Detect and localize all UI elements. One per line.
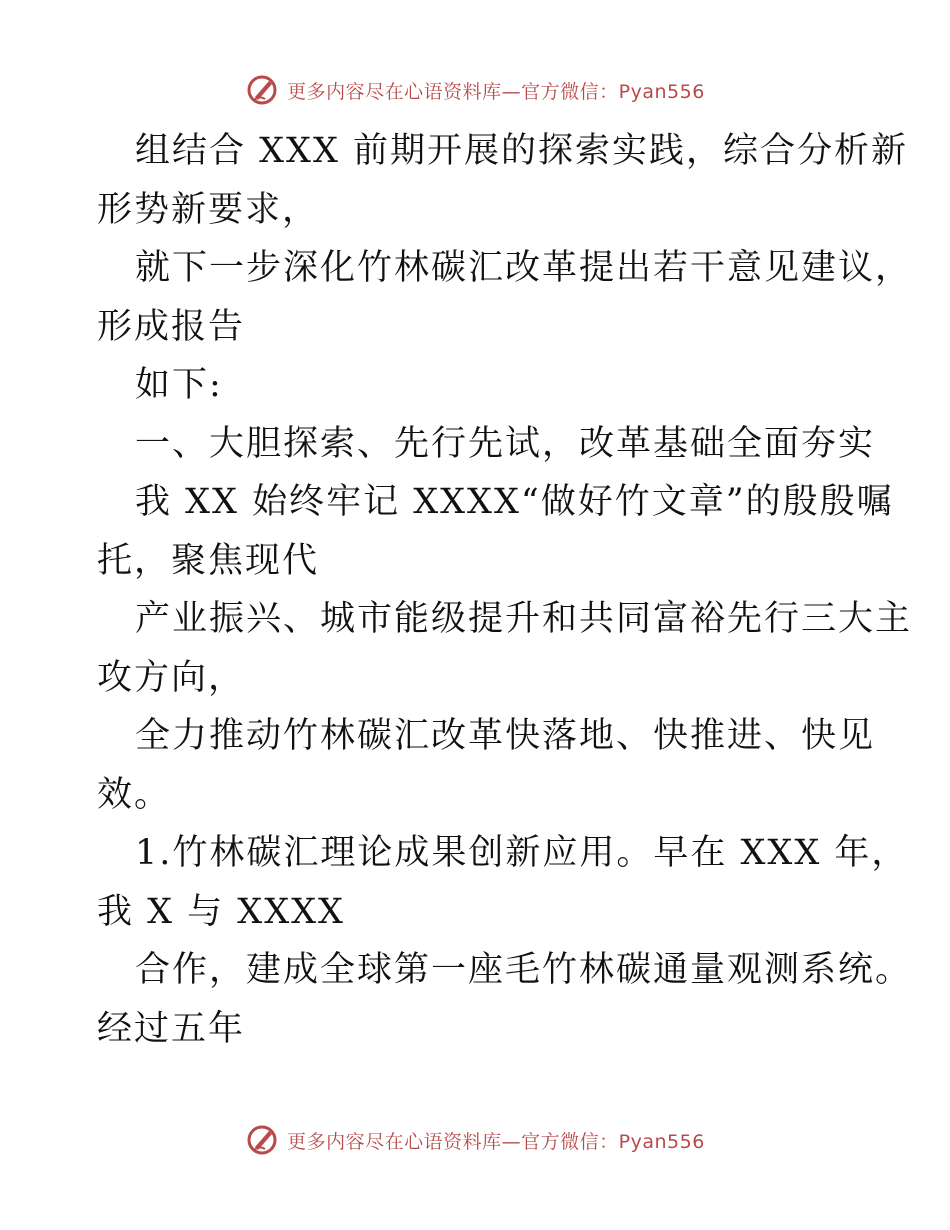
text-line: 托，聚焦现代	[97, 540, 320, 581]
text-line: 如下:	[135, 365, 223, 405]
text-line: 形势新要求，	[97, 189, 320, 230]
text-line: 合作，建成全球第一座毛竹林碳通量观测系统。	[135, 950, 913, 990]
text-line: 经过五年	[97, 1008, 246, 1049]
footer-banner-text: 更多内容尽在心语资料库—官方微信：Pyan556	[287, 1130, 705, 1153]
text-line: 1.竹林碳汇理论成果创新应用。早在 XXX 年，	[135, 833, 909, 873]
header-banner	[0, 70, 950, 110]
pen-swirl-logo-icon	[245, 1123, 279, 1157]
text-line: 组结合 XXX 前期开展的探索实践，综合分析新	[135, 131, 909, 171]
text-line: 效。	[97, 774, 172, 815]
text-line: 全力推动竹林碳汇改革快落地、快推进、快见	[135, 716, 876, 756]
text-line: 就下一步深化竹林碳汇改革提出若干意见建议，	[135, 248, 913, 288]
section-heading: 一、大胆探索、先行先试，改革基础全面夯实	[135, 423, 876, 464]
text-line: 我 XX 始终牢记 XXXX“做好竹文章”的殷殷嘱	[135, 482, 894, 522]
text-line: 产业振兴、城市能级提升和共同富裕先行三大主	[135, 599, 913, 639]
text-line: 形成报告	[97, 306, 246, 347]
text-line: 我 X 与 XXXX	[97, 891, 345, 932]
footer-banner	[0, 1120, 950, 1160]
header-banner-text: 更多内容尽在心语资料库—官方微信：Pyan556	[287, 80, 705, 103]
pen-swirl-logo-icon	[245, 73, 279, 107]
text-line: 攻方向，	[97, 657, 246, 698]
document-body	[97, 122, 913, 1058]
